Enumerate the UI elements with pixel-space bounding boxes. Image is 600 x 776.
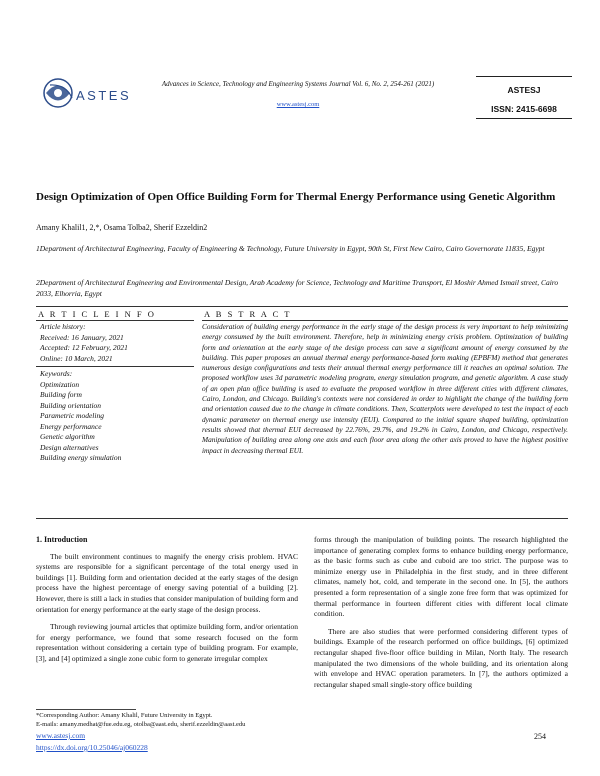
authors: Amany Khalil1, 2,*, Osama Tolba2, Sherif Ezzeldin2: [36, 223, 208, 232]
journal-abbr: ASTESJ: [507, 85, 541, 95]
page-number: 254: [534, 732, 546, 741]
footer-url-link[interactable]: www.astesj.com: [36, 731, 86, 740]
history-label: Article history:: [40, 322, 86, 331]
logo-text: ASTES: [76, 88, 132, 103]
paragraph: There are also studies that were performed considering different types of buildings. Example of the research performed on office buildings, [6] optimized rectangular shaped five-floor office building in Milan, North Italy. The research manipulated the two dimensions of the whole building, and its orientation along with envelope and HVAC operation parameters. In [7], the authors optimized a rectangular shaped small single-story office building: [314, 626, 568, 689]
header-rule-bottom: [476, 118, 572, 119]
issn: ISSN: 2415-6698: [491, 104, 557, 114]
keyword: Building orientation: [40, 400, 102, 410]
keyword: Design alternatives: [40, 442, 99, 452]
keyword: Energy performance: [40, 421, 102, 431]
paragraph: Through reviewing journal articles that optimize building form, and/or orientation for energy performance, we found that some research focused on the form representation without considering a certain type of building program. For example, [3], and [4] optimized a single zone cubic form to generate irregular complex: [36, 622, 298, 663]
keyword: Genetic algorithm: [40, 432, 95, 441]
header-rule-top: [476, 76, 572, 77]
corresponding-author: *Corresponding Author: Amany Khalil, Future University in Egypt.: [36, 712, 213, 719]
affiliation-2: 2Department of Architectural Engineering and Environmental Design, Arab Academy for Science, Technology and Maritime Transport, El Moshir Ahmed Ismail street, Cairo 2033, Elhorria, Egypt: [36, 278, 559, 298]
keyword: Parametric modeling: [40, 411, 104, 420]
paper-title: Design Optimization of Open Office Building Form for Thermal Energy Performance using Genetic Algorithm: [36, 191, 556, 203]
keywords-label: Keywords:: [40, 369, 73, 378]
article-info-heading: A R T I C L E I N F O: [38, 309, 156, 319]
rule-top: [36, 306, 568, 307]
paragraph: The built environment continues to magnify the energy crisis problem. HVAC systems are responsible for a significant percentage of the total energy used in buildings [1]. Building form and orientation decided at the early stages of the design process have the highest percentage of energy saving potential of a building [2]. However, there is still a lack in studies that consider manipulation of building form and orientation for energy performance at the early stage of the design process.: [36, 551, 298, 614]
rule-info: [36, 320, 194, 321]
journal-url-link[interactable]: www.astesj.com: [276, 101, 320, 108]
rule-abstract: [202, 320, 568, 321]
journal-citation: Advances in Science, Technology and Engineering Systems Journal Vol. 6, No. 2, 254-261 (2021): [161, 80, 435, 88]
abstract-heading: A B S T R A C T: [204, 309, 292, 319]
keyword: Building form: [40, 390, 82, 399]
left-column: [36, 535, 298, 672]
rule-bottom: [36, 518, 568, 519]
keyword: Optimization: [40, 379, 80, 389]
keyword: Building energy simulation: [40, 453, 122, 462]
doi-link[interactable]: https://dx.doi.org/10.25046/aj060228: [36, 743, 148, 752]
author-emails: E-mails: amany.medhat@fue.edu.eg, otolba@aast.edu, sherif.ezzeldin@aast.edu: [36, 721, 246, 728]
accepted-date: Accepted: 12 February, 2021: [40, 343, 128, 352]
keywords-list: [40, 369, 121, 464]
right-column: [314, 535, 568, 697]
abstract-text: Consideration of building energy performance in the early stage of the design process is very important to help minimizing energy consumed by the built environment. Therefore, help in minimizing energy crisis problem. Optimization of building form and orientation at the early stage of the design process can save a significant amount of energy consumed by the building. This paper proposes an annual thermal energy performance-based form making (EPBFM) method that generates numerous design configurations and tests their annual thermal energy performance till it reaches an optimal solution. The proposed workflow uses 3d parametric modeling program, energy simulation program, and genetic algorithm. A case study of an open plan office building is used to evaluate the proposed workflow in three different cities with different climates, Cairo, London, and Chicago. Building's contexts were not considered in order to highlight the change of the building form and orientation caused due to the change in climate conditions. Then, Scatterplots were developed to test the impact of each dynamic parameter on thermal energy use intensity (EUI). Compared to the initial square shaped building, optimization results showed that thermal EUI decreased by 22.76%, 29.7%, and 19.2% in Cairo, London, and Chicago, respectively. Manipulation of building area along one axis and each floor area along the other axis proved to have the highest positive impact in decreasing thermal EUI.: [202, 322, 568, 455]
paragraph: forms through the manipulation of building points. The research highlighted the importance of generating complex forms to enhance building energy performance, as the basic forms such as cube and cuboid are too strict. The purpose was to minimize energy use in Philadelphia in the first study, and in three different climates, namely hot, cold, and temperate in the second one. In [5], the authors presented a form representation of a single zone free form that was optimized for thermal performance in fourteen different cities with different local climate condition.: [314, 535, 568, 619]
article-history: [40, 322, 128, 364]
affiliation-1: 1Department of Architectural Engineering, Faculty of Engineering & Technology, Future University in Egypt, 90th St, First New Cairo, Cairo Governorate 11835, Egypt: [36, 244, 545, 253]
section-heading-introduction: 1. Introduction: [36, 535, 88, 544]
footnote-rule: [36, 709, 136, 710]
rule-keywords: [36, 366, 194, 367]
online-date: Online: 10 March, 2021: [40, 353, 113, 363]
received-date: Received: 16 January, 2021: [40, 332, 124, 342]
